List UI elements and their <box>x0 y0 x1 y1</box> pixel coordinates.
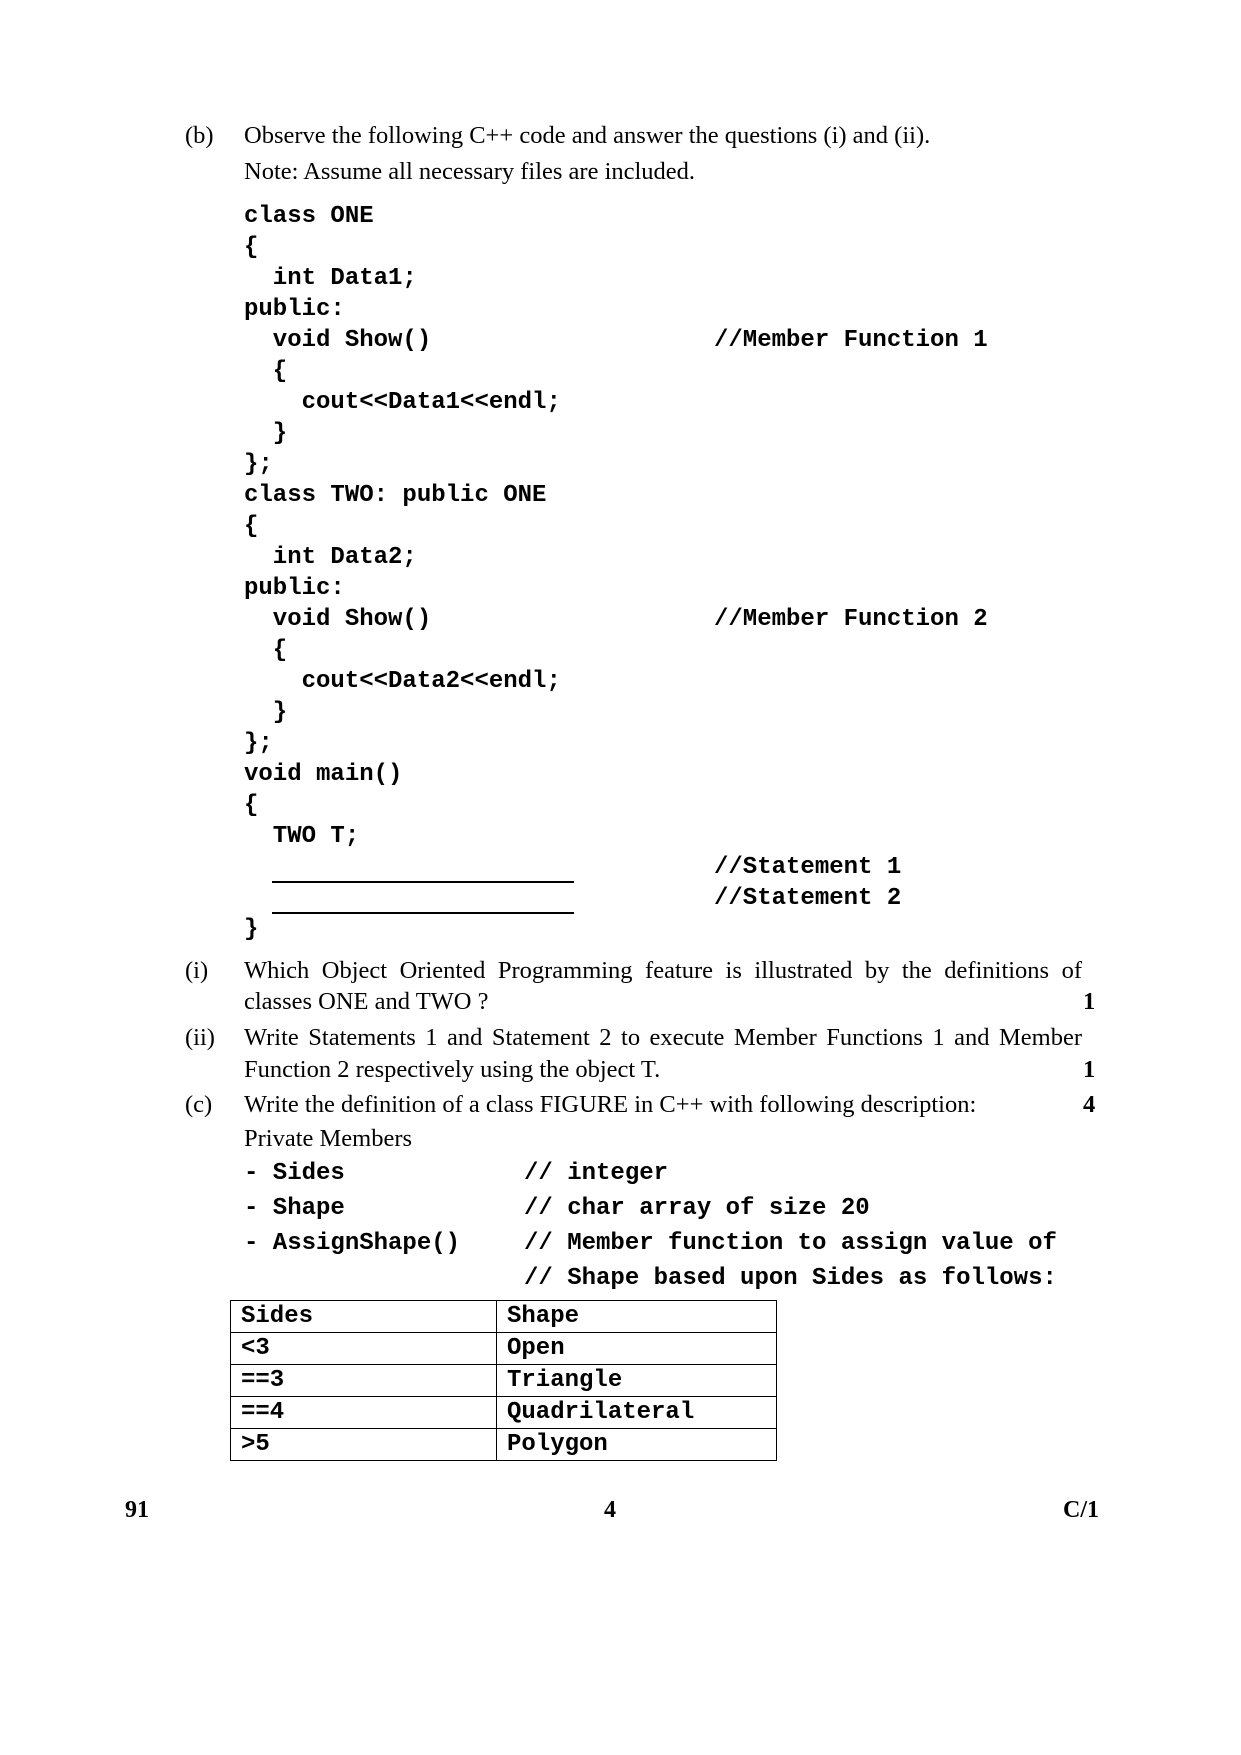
statement-2-blank <box>272 912 574 914</box>
code-line: class TWO: public ONE <box>244 482 547 509</box>
sides-shape-table <box>230 1300 777 1461</box>
member-comment: // Member function to assign value of <box>524 1230 1057 1257</box>
page-number: 4 <box>604 1497 616 1523</box>
part-b-label: (b) <box>185 122 214 149</box>
code-line: { <box>244 792 259 819</box>
table-cell: <3 <box>231 1333 497 1365</box>
table-cell: Triangle <box>497 1365 777 1397</box>
code-line: cout<<Data1<<endl; <box>244 389 561 416</box>
member-name: - Shape <box>244 1195 345 1222</box>
code-line: TWO T; <box>244 823 360 850</box>
table-header-row <box>231 1301 777 1333</box>
code-line: { <box>244 513 259 540</box>
code-line: int Data1; <box>244 265 417 292</box>
question-i-line1: Which Object Oriented Programming feature is illustrated by the definitions of <box>244 957 1082 984</box>
member-comment: // Shape based upon Sides as follows: <box>524 1265 1057 1292</box>
code-line: }; <box>244 451 273 478</box>
table-row <box>231 1429 777 1461</box>
table-cell: Quadrilateral <box>497 1397 777 1429</box>
statement-1-blank <box>272 881 574 883</box>
table-cell: ==4 <box>231 1397 497 1429</box>
code-line: public: <box>244 575 345 602</box>
question-i-line2: classes ONE and TWO ? <box>244 988 489 1015</box>
code-line: }; <box>244 730 273 757</box>
code-comment: //Member Function 1 <box>714 327 988 354</box>
table-cell: >5 <box>231 1429 497 1461</box>
question-ii-line2: Function 2 respectively using the object T. <box>244 1056 661 1083</box>
table-cell: Polygon <box>497 1429 777 1461</box>
part-c-label: (c) <box>185 1091 213 1118</box>
code-line: public: <box>244 296 345 323</box>
part-c-instruction: Write the definition of a class FIGURE in C++ with following description: <box>244 1091 977 1118</box>
member-name: - Sides <box>244 1160 345 1187</box>
question-ii-label: (ii) <box>185 1024 215 1051</box>
code-line: } <box>244 699 288 726</box>
table-row <box>231 1365 777 1397</box>
code-line: int Data2; <box>244 544 417 571</box>
code-comment: //Member Function 2 <box>714 606 988 633</box>
question-i-label: (i) <box>185 957 209 984</box>
code-comment: //Statement 2 <box>714 885 902 912</box>
member-name: - AssignShape() <box>244 1230 461 1257</box>
question-ii-marks: 1 <box>1083 1056 1096 1083</box>
table-row <box>231 1333 777 1365</box>
code-line: { <box>244 234 259 261</box>
part-b-instruction: Observe the following C++ code and answer the questions (i) and (ii). <box>244 122 931 149</box>
table-row <box>231 1397 777 1429</box>
code-line: } <box>244 420 288 447</box>
code-line: cout<<Data2<<endl; <box>244 668 561 695</box>
question-ii-line1: Write Statements 1 and Statement 2 to execute Member Functions 1 and Member <box>244 1024 1082 1051</box>
table-cell: ==3 <box>231 1365 497 1397</box>
code-line: void Show() <box>244 606 432 633</box>
code-line: class ONE <box>244 203 374 230</box>
table-cell: Open <box>497 1333 777 1365</box>
part-b-note: Note: Assume all necessary files are included. <box>244 158 696 185</box>
table-header-cell: Shape <box>497 1301 777 1333</box>
code-line: void main() <box>244 761 403 788</box>
footer-set: C/1 <box>1063 1497 1099 1523</box>
table-header-cell: Sides <box>231 1301 497 1333</box>
private-members-heading: Private Members <box>244 1125 413 1152</box>
code-line: { <box>244 358 288 385</box>
footer-code: 91 <box>125 1497 149 1523</box>
code-line: } <box>244 916 259 943</box>
question-i-marks: 1 <box>1083 988 1096 1015</box>
code-line: { <box>244 637 288 664</box>
member-comment: // char array of size 20 <box>524 1195 870 1222</box>
member-comment: // integer <box>524 1160 669 1187</box>
code-comment: //Statement 1 <box>714 854 902 881</box>
code-line: void Show() <box>244 327 432 354</box>
part-c-marks: 4 <box>1083 1091 1096 1118</box>
